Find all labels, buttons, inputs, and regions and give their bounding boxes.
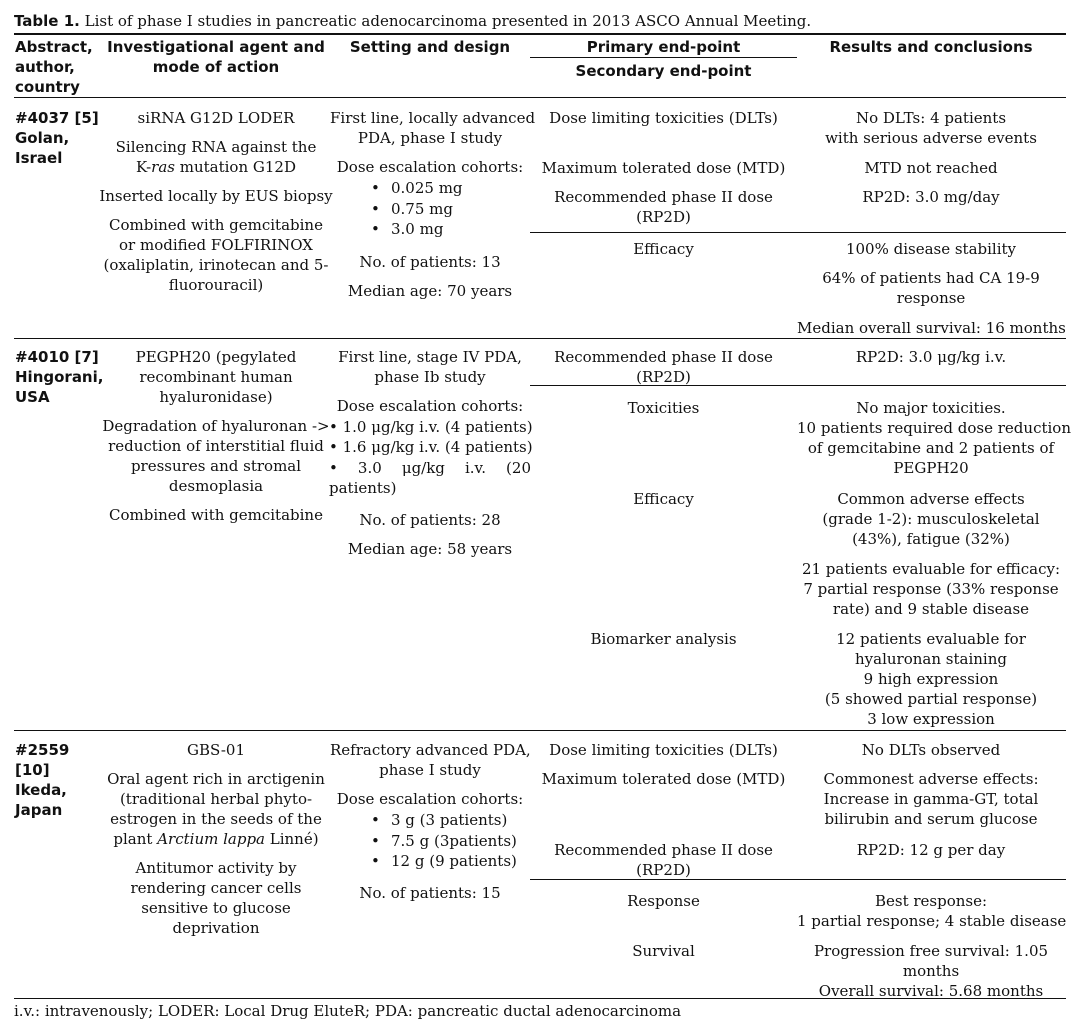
result: RP2D: 3.0 μg/kg i.v. [855,348,1007,366]
result: Common adverse effects (grade 1-2): musculoskeletal (43%), fatigue (32%) [822,490,1040,548]
study-id: #4037 [5] Golan, Israel [15,109,99,167]
patients-count: No. of patients: 13 [359,253,501,271]
header-results: Results and conclusions [829,38,1033,56]
patients-count: No. of patients: 28 [359,511,501,529]
dose-item: • 0.025 mg [371,178,463,199]
result: 100% disease stability [845,240,1017,258]
endpoint: Efficacy [633,490,694,508]
dose-item: • 7.5 g (3patients) [371,831,517,852]
result: 21 patients evaluable for efficacy: 7 partial response (33% response rate) and 9 stable disease [801,560,1061,618]
header-secondary-endpoint: Secondary end-point [575,62,752,80]
endpoint: Dose limiting toxicities (DLTs) [549,741,778,759]
dose-item: • 1.6 μg/kg i.v. (4 patients) [329,438,533,456]
result: MTD not reached [864,159,998,177]
dose-item: • 1.0 μg/kg i.v. (4 patients) [329,418,533,436]
endpoint: Dose limiting toxicities (DLTs) [549,109,778,127]
median-age: Median age: 70 years [347,282,513,300]
endpoint: Survival [632,942,695,960]
endpoint: Response [627,892,700,910]
patients-count: No. of patients: 15 [359,884,501,902]
endpoint: Efficacy [633,240,694,258]
agent-cell: PEGPH20 (pegylated recombinant human hyaluronidase) Degradation of hyaluronan -> reduction of interstitial fluid pressures and stromal desmoplasia Combined with gemcitabine [102,348,330,524]
dose-item: • 3.0 mg [371,219,463,240]
endpoint: Recommended phase II dose (RP2D) [554,841,773,879]
header-agent: Investigational agent and mode of action [107,38,325,76]
result: Commonest adverse effects: Increase in gamma-GT, total bilirubin and serum glucose [823,770,1039,828]
header-primary-endpoint: Primary end-point [586,38,741,56]
result: RP2D: 12 g per day [856,841,1006,859]
endpoint-header-rule [530,57,797,58]
setting-cell: First line, locally advanced PDA, phase I study Dose escalation cohorts: [330,109,536,176]
dose-item: • 3 g (3 patients) [371,810,517,831]
endpoint: Maximum tolerated dose (MTD) [541,770,786,788]
study-id: #2559 [10] Ikeda, Japan [15,741,70,819]
result: 64% of patients had CA 19-9 response [822,269,1040,307]
endpoint: Biomarker analysis [590,630,737,648]
dose-item: • 0.75 mg [371,199,463,220]
dose-item: • 12 g (9 patients) [371,851,517,872]
table-top-rule [14,33,1066,35]
row-divider [14,338,1066,339]
setting-cell: Refractory advanced PDA, phase I study Dose escalation cohorts: [330,741,531,808]
endpoint-divider [530,232,1066,233]
result: 12 patients evaluable for hyaluronan staining 9 high expression (5 showed partial response) 3 low expression [824,630,1038,728]
result: No DLTs: 4 patients with serious adverse events [825,109,1037,147]
dose-list [371,178,463,240]
dose-item: • 3.0 μg/kg i.v. (20 patients) [329,459,531,497]
study-id: #4010 [7] Hingorani, USA [15,348,104,406]
table-footnote: i.v.: intravenously; LODER: Local Drug EluteR; PDA: pancreatic ductal adenocarcinoma [14,1002,682,1020]
endpoint: Toxicities [627,399,700,417]
result: Median overall survival: 16 months [797,319,1066,337]
row-divider [14,730,1066,731]
header-bottom-rule [14,97,1066,98]
header-setting: Setting and design [349,38,511,56]
result: No major toxicities. 10 patients required dose reduction of gemcitabine and 2 patients of PEGPH20 [797,399,1071,477]
dose-list [329,417,533,457]
setting-cell: First line, stage IV PDA, phase Ib study Dose escalation cohorts: [336,348,524,415]
result: Progression free survival: 1.05 months Overall survival: 5.68 months [813,942,1049,1000]
result: Best response: 1 partial response; 4 stable disease [797,892,1067,930]
endpoint: Recommended phase II dose (RP2D) [554,188,773,226]
agent-cell: GBS-01 Oral agent rich in arctigenin (traditional herbal phyto- estrogen in the seeds of the plant Arctium lappa Linné) Antitumor activity by rendering cancer cells sensitive to glucose deprivation [107,741,325,937]
result: No DLTs observed [861,741,1001,759]
result: RP2D: 3.0 mg/day [862,188,1000,206]
table-caption: Table 1. List of phase I studies in pancreatic adenocarcinoma presented in 2013 ASCO Annual Meeting. [14,12,812,30]
endpoint: Recommended phase II dose (RP2D) [554,348,773,386]
agent-cell: siRNA G12D LODER Silencing RNA against the K-ras mutation G12D Inserted locally by EUS biopsy Combined with gemcitabine or modified FOLFIRINOX (oxaliplatin, irinotecan and 5- fluorouracil) [99,109,333,294]
median-age: Median age: 58 years [347,540,513,558]
dose-list [371,810,517,872]
endpoint: Maximum tolerated dose (MTD) [541,159,786,177]
header-abstract: Abstract, author, country [15,38,93,96]
